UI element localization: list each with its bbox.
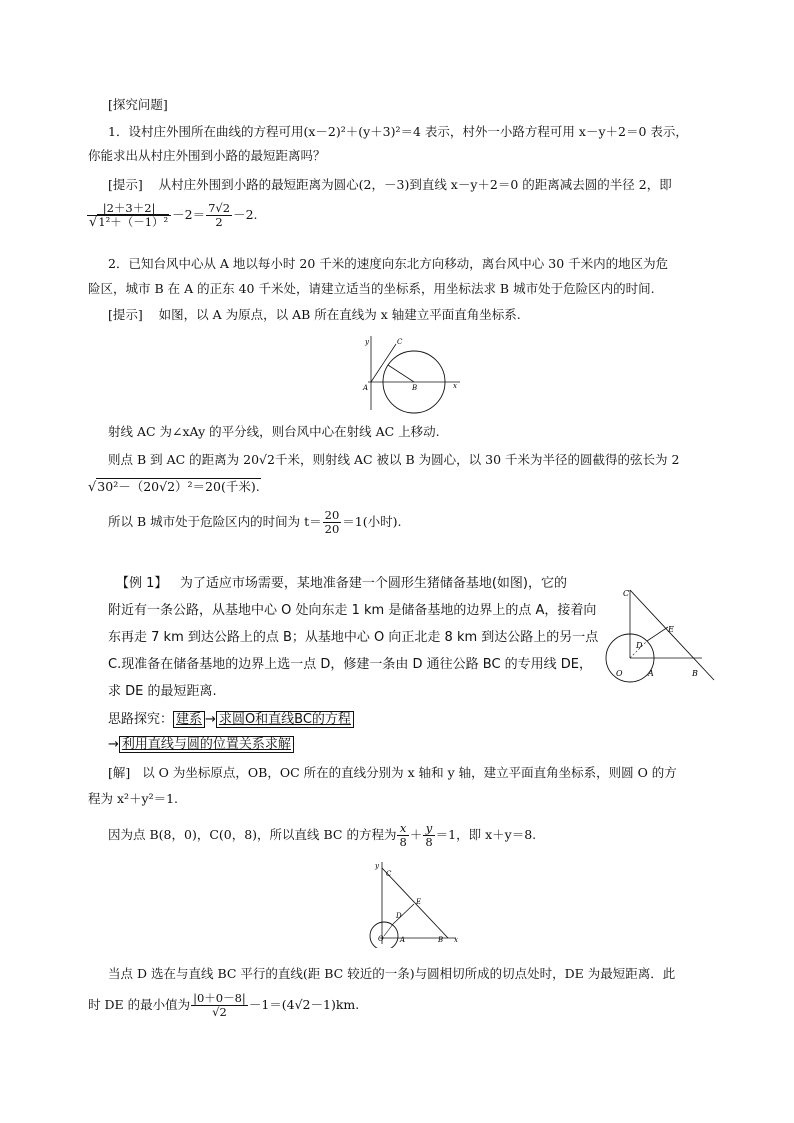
idea-box-equations: 求圆O和直线BC的方程 — [216, 711, 354, 728]
q2-line4: 则点 B 到 AC 的距离为 20√2千米，则射线 AC 被以 B 为圆心，以 30 千米为半径的圆截得的弦长为 2 — [108, 452, 680, 467]
q1-fraction2-den: 2 — [215, 215, 223, 229]
idea-box-solve: 利用直线与圆的位置关系求解 — [119, 736, 294, 753]
sol-line3 — [108, 820, 536, 850]
fig2-label-c: C — [623, 589, 630, 598]
fig1-label-c: C — [397, 338, 403, 346]
sol-line1-text: 以 O 为坐标原点，OB，OC 所在的直线分别为 x 轴和 y 轴，建立平面直角坐标系，则圆 O 的方 — [142, 765, 677, 780]
example-line1 — [116, 576, 567, 592]
figure-example — [596, 582, 720, 690]
sol-frac2 — [423, 822, 434, 849]
example-line5: 求 DE 的最短距离. — [108, 684, 217, 699]
fig2-label-a: A — [648, 669, 654, 678]
q2-line6-post: ＝1(小时). — [342, 514, 402, 529]
q2-line2: 险区，城市 B 在 A 的正东 40 千米处，请建立适当的坐标系，用坐标法求 B 城市处于危险区内的时间. — [88, 281, 655, 296]
q2-line5: √30²－（20√2）²＝20(千米). — [88, 479, 260, 495]
fig3-label-b: B — [438, 936, 444, 944]
fig3-label-c: C — [386, 870, 392, 878]
idea-arrow1: → — [205, 712, 216, 727]
fig3-label-e: E — [416, 898, 422, 906]
fig2-label-e: E — [668, 625, 674, 634]
sol-frac1 — [397, 822, 408, 849]
sol-line5-num: |0＋0－8| — [193, 991, 246, 1005]
q1-fraction2-num: 7√2 — [208, 201, 231, 215]
sol-line1 — [108, 765, 677, 781]
example-line2: 附近有一条公路，从基地中心 O 处向东走 1 km 是储备基地的边界上的点 A，接着向 — [108, 603, 597, 618]
q1-line1: 1．设村庄外围所在曲线的方程可用(x－2)²＋(y＋3)²＝4 表示，村外一小路方程可用 x－y＋2＝0 表示， — [108, 124, 688, 139]
q2-line6-num: 20 — [324, 508, 340, 522]
q1-fraction-den: 1²＋（－1）² — [98, 215, 169, 229]
sol-line3-pre: 因为点 B(8，0)，C(0，8)，所以直线 BC 的方程为 — [108, 827, 397, 842]
q2-line6-fraction — [323, 509, 342, 536]
sol-line2: 程为 x²＋y²＝1. — [88, 791, 179, 806]
q2-line1: 2．已知台风中心从 A 地以每小时 20 千米的速度向东北方向移动，离台风中心 30 千米内的地区为危 — [108, 256, 669, 271]
figure-solution — [366, 858, 462, 948]
sol-line5-den: √2 — [212, 1005, 227, 1019]
q2-line5-text: 30²－（20√2）²＝20(千米). — [97, 479, 260, 494]
fig2-label-b: B — [692, 669, 698, 678]
q2-line6-den: 20 — [324, 522, 340, 536]
fig1-label-x: x — [453, 382, 457, 390]
sol-label: [解] — [108, 765, 131, 780]
fig3-label-o: O — [378, 935, 384, 943]
fig1-label-y: y — [365, 338, 369, 346]
q1-fraction: $\frac{|2+3+2|}{\text{√1²＋（－1）²}}$ — [87, 202, 171, 229]
fig1-label-b: B — [412, 384, 418, 392]
sol-frac1-num: x — [397, 822, 408, 836]
idea-label: 思路探究： — [108, 712, 174, 727]
sol-line5-pre: 时 DE 的最小值为 — [88, 997, 191, 1012]
q1-formula — [86, 200, 258, 230]
sol-line5-post: －1＝(4√2－1)km. — [248, 997, 360, 1012]
q1-hint-text: 从村庄外围到小路的最短距离为圆心(2，－3)到直线 x－y＋2＝0 的距离减去圆的半径 2，即 — [158, 177, 672, 192]
fig3-label-a: A — [400, 936, 406, 944]
q1-fraction-num: |2＋3＋2| — [87, 202, 171, 216]
sol-line4: 当点 D 选在与直线 BC 平行的直线(距 BC 较近的一条)与圆相切所成的切点处时，DE 为最短距离．此 — [108, 966, 676, 981]
q2-line3: 射线 AC 为∠xAy 的平分线，则台风中心在射线 AC 上移动. — [108, 424, 440, 439]
example-line4: C.现准备在储备基地的边界上选一点 D，修建一条由 D 通往公路 BC 的专用线 DE， — [108, 657, 593, 672]
q1-hint-label: [提示] — [108, 177, 143, 192]
sol-line5-frac — [191, 992, 248, 1019]
idea-line1 — [108, 712, 354, 728]
q1-formula-mid: －2＝ — [172, 207, 206, 222]
q2-hint — [108, 307, 521, 323]
q2-hint-label: [提示] — [108, 307, 143, 322]
fig3-label-y: y — [375, 862, 379, 870]
fig2-label-o: O — [616, 669, 623, 678]
q2-line6-pre: 所以 B 城市处于危险区内的时间为 t＝ — [108, 514, 322, 529]
sol-frac1-den: 8 — [399, 835, 407, 849]
fig1-label-a: A — [363, 384, 369, 392]
fig2-label-d: D — [636, 641, 643, 650]
example-line3: 东再走 7 km 到达公路上的点 B；从基地中心 O 向正北走 8 km 到达公路上的另一点 — [108, 630, 599, 645]
sol-line3-plus: ＋ — [409, 827, 423, 842]
sol-frac2-num: y — [423, 822, 434, 836]
example-line1-text: 为了适应市场需要，某地准备建一个圆形生猪储备基地(如图)，它的 — [179, 576, 567, 591]
sol-line5 — [88, 990, 359, 1020]
q1-formula-end: －2. — [233, 207, 258, 222]
q1-hint — [108, 177, 672, 193]
idea-box-build: 建系 — [173, 711, 205, 728]
q1-line2: 你能求出从村庄外围到小路的最短距离吗？ — [88, 148, 326, 163]
fig3-label-d: D — [396, 912, 402, 920]
sol-frac2-den: 8 — [425, 835, 433, 849]
q1-fraction2 — [206, 202, 232, 229]
idea-arrow2: → — [108, 737, 119, 752]
idea-line2 — [108, 737, 294, 753]
figure-typhoon — [356, 330, 466, 416]
section-heading: [探究问题] — [108, 97, 168, 112]
q2-line6 — [108, 508, 401, 536]
sol-line3-post: ＝1，即 x＋y＝8. — [435, 827, 537, 842]
fig3-label-x: x — [454, 936, 458, 944]
example-label: 【例 1】 — [116, 576, 168, 591]
q2-hint-text: 如图，以 A 为原点，以 AB 所在直线为 x 轴建立平面直角坐标系. — [158, 307, 521, 322]
